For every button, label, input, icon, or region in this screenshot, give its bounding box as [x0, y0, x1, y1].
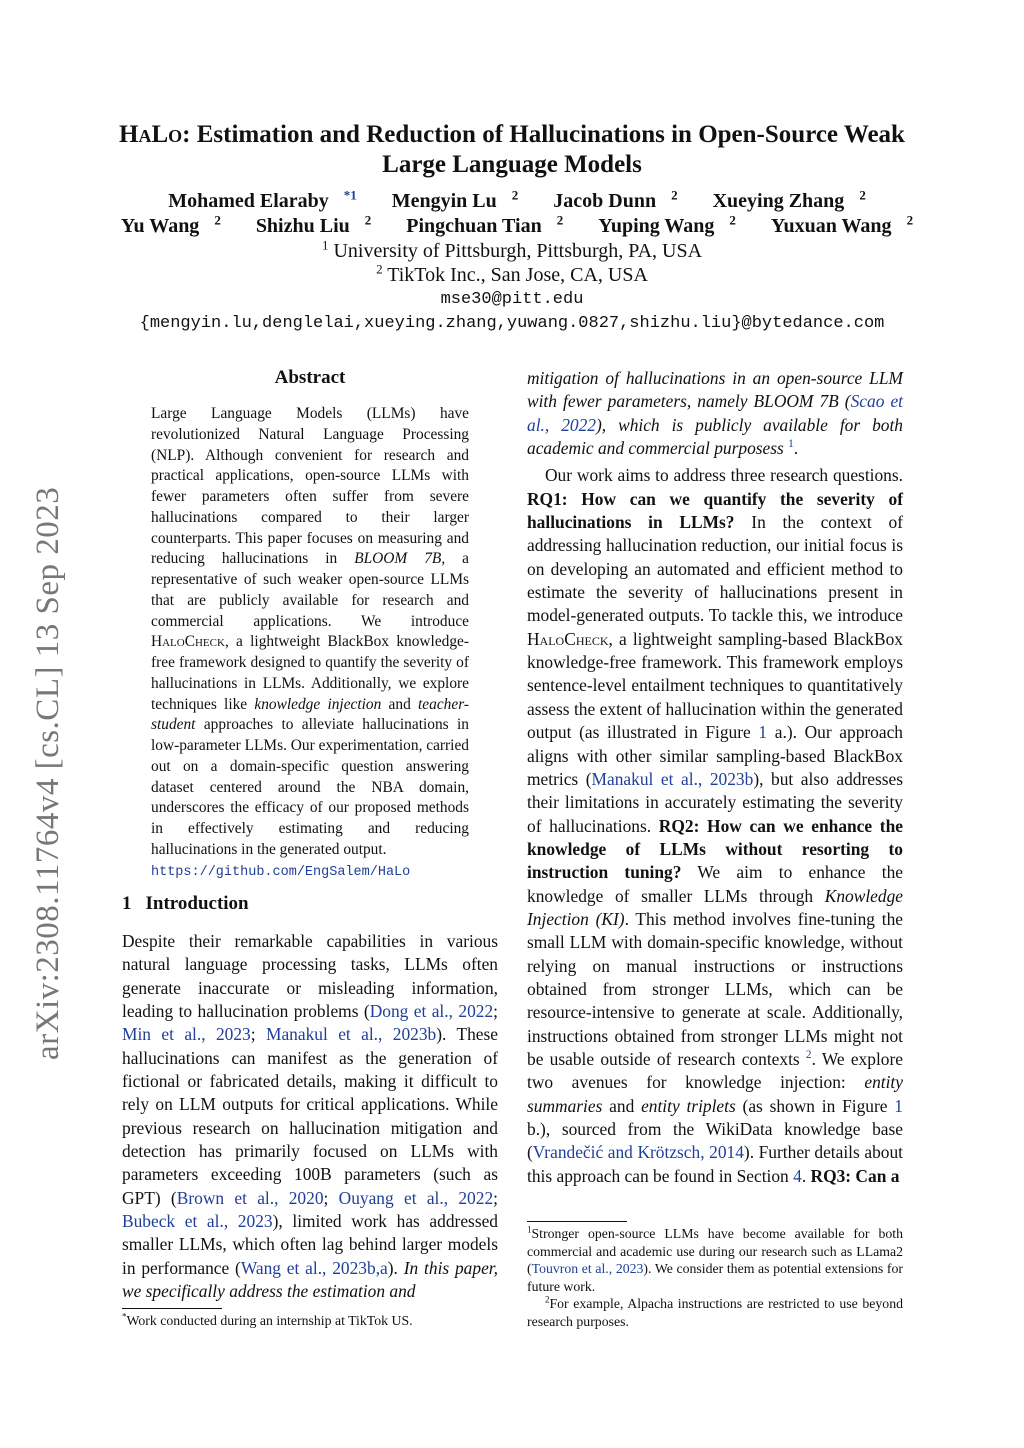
author: Pingchuan Tian $^2$ [406, 212, 564, 237]
figure-ref[interactable]: 1 [894, 1095, 903, 1116]
citation-link[interactable]: Brown et al., 2020 [176, 1187, 324, 1208]
footnote-rule-right [527, 1221, 627, 1222]
github-link[interactable]: https://github.com/EngSalem/HaLo [151, 864, 411, 880]
citation-link[interactable]: Manakul et al., 2023b [265, 1024, 437, 1045]
citation-link[interactable]: Touvron et al., 2023 [531, 1261, 644, 1277]
citation-link[interactable]: Ouyang et al., 2022 [338, 1187, 494, 1208]
title-system-name: HaLo [119, 121, 183, 148]
citation-link[interactable]: Scao et al., 2022 [527, 391, 903, 435]
footnote-ref[interactable]: 1 [788, 438, 794, 451]
footnote-ref[interactable]: 2 [805, 1049, 812, 1062]
section-heading-introduction: 1 Introduction [122, 893, 249, 914]
citation-link[interactable]: Vrandečić and Krötzsch, 2014 [532, 1142, 744, 1163]
author: Mohamed Elaraby $^{*1}$ [168, 187, 357, 212]
citation-link[interactable]: Bubeck et al., 2023 [122, 1211, 273, 1232]
citation-link[interactable]: Manakul et al., 2023b [591, 768, 754, 789]
author: Jacob Dunn $^2$ [553, 187, 678, 212]
author: Xueying Zhang $^2$ [712, 187, 866, 212]
citation-link[interactable]: Wang et al., 2023b,a [240, 1257, 388, 1278]
author: Mengyin Lu $^2$ [391, 187, 519, 212]
email-2: {mengyin.lu,denglelai,xueying.zhang,yuwang.0827,shizhu.liu}@bytedance.com [139, 314, 885, 333]
right-column-body: mitigation of hallucinations in an open-source LLM with fewer parameters, namely BLOOM 7B (Scao et al., 2022), which is publicly available for both academic and commercial purposess $^1$. Our work aims to address three research questions. RQ1: How can we quantify the severity of hallucinations in LLMs? In the context of addressing hallucination reduction, our initial focus is on developing an automated and efficient method to estimate the severity of hallucinations present in model-generated outputs. To tackle this, we introduce HaloCheck, a lightweight sampling-based BlackBox knowledge-free framework. This framework employs sentence-level entailment techniques to quantitatively assess the extent of hallucination within the generated output (as illustrated in Figure 1 a.). Our approach aligns with other similar sampling-based BlackBox metrics (Manakul et al., 2023b), but also addresses their limitations in accurately estimating the severity of hallucinations. RQ2: How can we enhance the knowledge of LLMs without resorting to instruction tuning? We aim to enhance the knowledge of smaller LLMs through Knowledge Injection (KI). This method involves fine-tuning the small LLM with domain-specific knowledge, without relying on manual instructions or instructions obtained from stronger LLMs, which can be resource-intensive to generate at scale. Additionally, instructions obtained from stronger LLMs might not be usable outside of research contexts $^2$. We explore two avenues for knowledge injection: entity summaries and entity triplets (as shown in Figure 1 b.), sourced from the WikiData knowledge base (Vrandečić and Krötzsch, 2014). Further details about this approach can be found in Section 4. RQ3: Can a [527, 368, 904, 1186]
figure-ref[interactable]: 1 [758, 722, 768, 743]
author: Yu Wang $^2$ [120, 212, 221, 237]
author-row-2 [100, 212, 924, 238]
abstract-body: Large Language Models (LLMs) have revolutionized Natural Language Processing (NLP). Although convenient for research and practical applications, open-source LLMs with fewer parameters often suffer from severe hallucinations compared to their larger counterparts. This paper focuses on measuring and reducing hallucinations in BLOOM 7B, a representative of such weaker open-source LLMs that are publicly available for research and commercial applications. We introduce HaloCheck, a lightweight BlackBox knowledge-free framework designed to quantify the severity of hallucinations in LLMs. Additionally, we explore techniques like knowledge injection and teacher-student approaches to alleviate hallucinations in low-parameter LLMs. Our experimentation, carried out on a domain-specific question answering dataset centered around the NBA domain, underscores the efficacy of our proposed methods in effectively estimating and reducing hallucinations in the generated output. https://github.com/EngSalem/HaLo [151, 405, 469, 880]
footnote-star: *Work conducted during an internship at TikTok US. [122, 1311, 413, 1328]
introduction-body: Despite their remarkable capabilities in various natural language processing tasks, LLMs often generate inaccurate or misleading information, leading to hallucination problems (Dong et al., 2022; Min et al., 2023; Manakul et al., 2023b). These hallucinations can manifest as the generation of fictional or fabricated details, making it difficult to rely on LLM outputs for critical applications. While previous research on hallucination mitigation and detection has primarily focused on LLMs with parameters exceeding 100B parameters (such as GPT) (Brown et al., 2020; Ouyang et al., 2022; Bubeck et al., 2023), limited work has addressed smaller LLMs, which often lag behind larger models in performance (Wang et al., 2023b,a). In this paper, we specifically address the estimation and [122, 931, 498, 1302]
citation-link[interactable]: Dong et al., 2022 [369, 1001, 494, 1022]
footnote-rule-left [122, 1308, 222, 1309]
author: Yuxuan Wang $^2$ [770, 212, 914, 237]
affiliation-1: $^1$ University of Pittsburgh, Pittsburgh, PA, USA [321, 237, 703, 262]
abstract-heading: Abstract [274, 367, 346, 388]
citation-link[interactable]: Min et al., 2023 [122, 1024, 251, 1045]
affiliation-2: $^2$ TikTok Inc., San Jose, CA, USA [376, 261, 648, 286]
title-text: : Estimation and Reduction of Hallucinations in Open-Source Weak Large Language Models [182, 121, 905, 178]
footnote-1: $^1$Stronger open-source LLMs have become available for both commercial and academic use during our research such as LLama2 (Touvron et al., 2023). We consider them as potential extensions for future work. [527, 1224, 903, 1294]
section-ref[interactable]: 4 [793, 1165, 802, 1186]
author-row-1 [100, 187, 924, 213]
author: Shizhu Liu $^2$ [255, 212, 372, 237]
arxiv-identifier: arXiv:2308.11764v4 [cs.CL] 13 Sep 2023 [30, 486, 66, 1060]
author: Yuping Wang $^2$ [598, 212, 736, 237]
email-1: mse30@pitt.edu [440, 290, 584, 309]
footnote-2: $^2$For example, Alpacha instructions are restricted to use beyond research purposes. [527, 1294, 903, 1329]
paper-title [100, 120, 924, 180]
